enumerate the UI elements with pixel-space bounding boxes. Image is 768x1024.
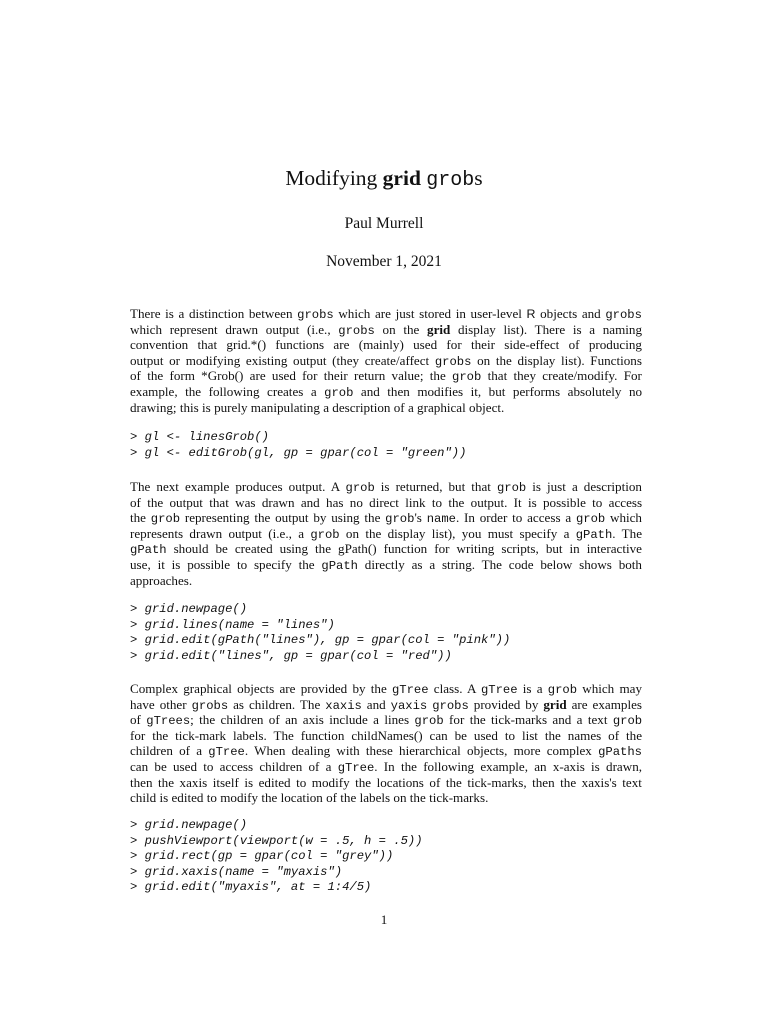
- code-line: > grid.edit("lines", gp = gpar(col = "red")): [130, 648, 452, 663]
- paragraph-line: have other grobs as children. The xaxis and yaxis grobs provided by grid are examples: [130, 696, 642, 713]
- title-text: Modifying: [285, 166, 383, 190]
- paragraph-line: Complex graphical objects are provided by the gTree class. A gTree is a grob which may: [130, 681, 642, 697]
- code-line: > gl <- linesGrob(): [130, 430, 269, 444]
- paragraph-gtree: [130, 681, 642, 806]
- code-block-1: [130, 430, 466, 461]
- paragraph-line: approaches.: [130, 572, 193, 588]
- code-line: > pushViewport(viewport(w = .5, h = .5)): [130, 833, 423, 848]
- paragraph-intro: [130, 306, 642, 415]
- paragraph-line: There is a distinction between grobs which are just stored in user-level R objects and grobs: [130, 306, 642, 322]
- code-line: > grid.edit(gPath("lines"), gp = gpar(col = "pink")): [130, 633, 511, 648]
- title-grob-word: grob: [426, 169, 475, 192]
- paragraph-line: of gTrees; the children of an axis include a lines grob for the tick-marks and a text grob: [130, 712, 643, 729]
- code-line: > grid.rect(gp = gpar(col = "grey")): [130, 849, 394, 864]
- paragraph-line: which represent drawn output (i.e., grobs on the grid display list). There is a naming: [130, 321, 643, 338]
- paragraph-line: represents drawn output (i.e., a grob on the display list), you must specify a gPath. The: [130, 525, 643, 542]
- code-line: > grid.xaxis(name = "myaxis"): [130, 864, 343, 879]
- author-name: Paul Murrell: [344, 215, 424, 232]
- paragraph-line: drawing; this is purely manipulating a description of a graphical object.: [130, 399, 505, 415]
- document-date: November 1, 2021: [326, 253, 442, 270]
- paragraph-line: can be used to access children of a gTree. In the following example, an x-axis is drawn,: [130, 758, 643, 775]
- paragraph-line: gPath should be created using the gPath() function for writing scripts, but in interactive: [130, 541, 642, 558]
- paragraph-line: of the form *Grob() are used for their return value; the grob that they create/modify. For: [130, 368, 642, 385]
- paragraph-line: the grob representing the output by using the grob's name. In order to access a grob which: [130, 510, 642, 527]
- code-block-2: [130, 602, 510, 664]
- paragraph-line: child is edited to modify the location of the labels on the tick-marks.: [130, 790, 489, 806]
- paragraph-line: convention that grid.*() functions are (mainly) used for their side-effect of producing: [130, 337, 642, 353]
- title-grid-word: grid: [382, 166, 421, 190]
- paragraph-output: [130, 479, 642, 588]
- paragraph-line: for the tick-mark labels. The function childNames() can be used to list the names of the: [130, 727, 643, 743]
- title-suffix: s: [474, 166, 483, 190]
- page-number: 1: [380, 912, 388, 927]
- paragraph-line: output or modifying existing output (they create/affect grobs on the display list). Functions: [130, 352, 642, 369]
- paragraph-line: The next example produces output. A grob is returned, but that grob is just a description: [130, 479, 642, 495]
- paragraph-line: of the output that was drawn and has no direct link to the output. It is possible to access: [130, 494, 643, 510]
- code-line: > grid.newpage(): [130, 602, 248, 616]
- code-block-3: [130, 818, 423, 896]
- paragraph-line: children of a gTree. When dealing with these hierarchical objects, more complex gPaths: [130, 743, 642, 760]
- code-line: > gl <- editGrob(gl, gp = gpar(col = "green")): [130, 445, 467, 460]
- paragraph-line: use, it is possible to specify the gPath directly as a string. The code below shows both: [130, 556, 642, 573]
- code-line: > grid.newpage(): [130, 818, 248, 832]
- code-line: > grid.edit("myaxis", at = 1:4/5): [130, 880, 372, 895]
- paragraph-line: example, the following creates a grob and then modifies it, but performs absolutely no: [130, 383, 643, 400]
- paragraph-line: then the xaxis itself is edited to modify the locations of the tick-marks, then the xaxis's text: [130, 774, 642, 790]
- document-title: [0, 164, 768, 195]
- code-line: > grid.lines(name = "lines"): [130, 617, 335, 632]
